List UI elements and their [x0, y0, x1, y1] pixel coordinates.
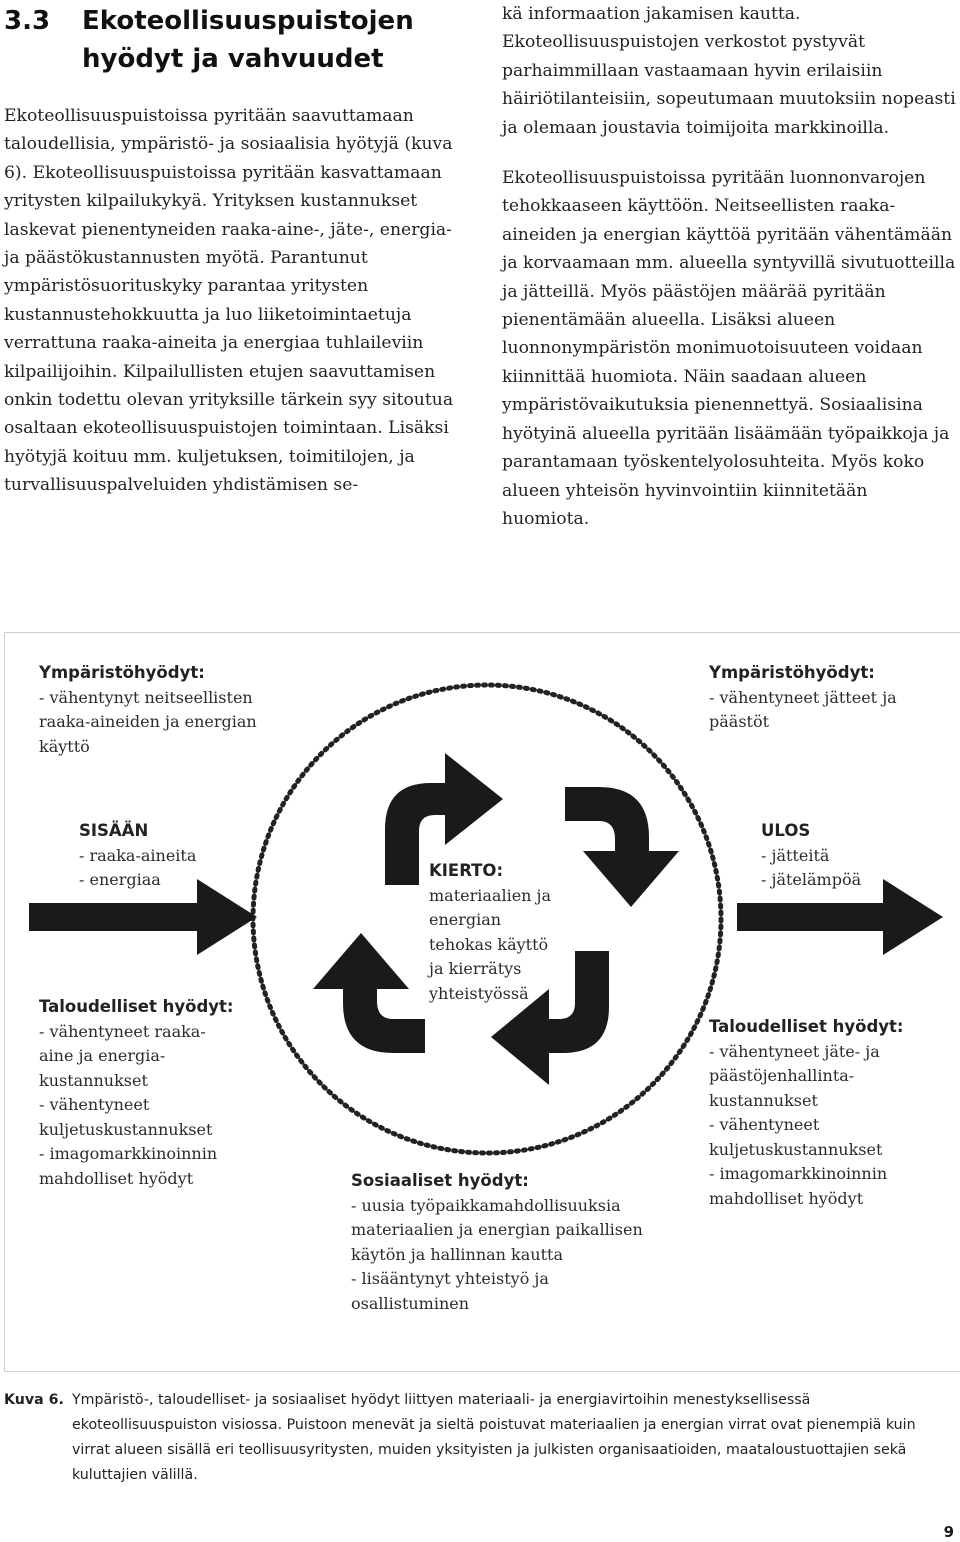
social-benefits-title: Sosiaaliset hyödyt:	[351, 1171, 529, 1190]
output-title: ULOS	[761, 821, 811, 840]
cycle-line: tehokas käyttö	[429, 934, 549, 954]
econ-benefits-right-line: - vähentyneet	[709, 1115, 820, 1134]
page-number: 9	[943, 1523, 954, 1541]
econ-benefits-right-line: - imagomarkkinoinnin	[709, 1164, 888, 1183]
econ-benefits-left-line: - imagomarkkinoinnin	[39, 1144, 218, 1163]
env-benefits-left-title: Ympäristöhyödyt:	[39, 663, 205, 682]
econ-benefits-right-line: päästöjenhallinta-	[709, 1066, 855, 1085]
caption-label: Kuva 6.	[4, 1392, 64, 1408]
env-benefits-right-title: Ympäristöhyödyt:	[709, 663, 875, 682]
cycle-line: materiaalien ja	[429, 885, 552, 905]
econ-benefits-left-line: kustannukset	[39, 1070, 148, 1090]
social-benefits-line: - uusia työpaikkamahdollisuuksia	[351, 1195, 621, 1215]
output-line: - jätteitä	[761, 845, 830, 865]
body-paragraph: Ekoteollisuuspuistoissa pyritään luonnonvarojen tehokkaaseen käyttöön. Neitseellisten raaka-aineiden ja energian käyttöä pyritään vähentämään ja korvaamaan mm. alueella syntyvillä sivutuotteilla ja jätteillä. Myös päästöjen määrää pyritään pienentämään alueella. Lisäksi alueen luonnonympäristön monimuotoisuuteen voidaan kiinnittää huomiota. Näin saadaan alueen ympäristövaikutuksia pienennettyä. Sosiaalisina hyötyinä alueella pyritään lisäämään työpaikkoja ja parantamaan työskentelyolosuhteita. Myös koko alueen yhteisön hyvinvointiin kiinnitetään huomiota.	[502, 168, 956, 529]
econ-benefits-left-line: kuljetuskustannukset	[39, 1119, 213, 1139]
cycle-arrow-bottom-left	[313, 933, 425, 1053]
cycle-line: ja kierrätys	[429, 959, 522, 978]
caption-text: Ympäristö-, taloudelliset- ja sosiaaliset hyödyt liittyen materiaali- ja energiavirtoihin menestyksellisessä ekoteollisuuspuiston visiossa. Puistoon menevät ja sieltä poistuvat materiaalien ja energian virrat ovat pienempiä kuin virrat alueen sisällä eri teollisuusyritysten, muiden yksityisten ja julkisten organisaatioiden, maataloustuottajien sekä kuluttajien välillä.	[72, 1392, 916, 1483]
econ-benefits-left-line: - vähentyneet raaka-	[39, 1021, 206, 1041]
econ-benefits-left	[39, 995, 269, 1191]
body-paragraph: kä informaation jakamisen kautta. Ekoteollisuuspuistojen verkostot pystyvät parhaimmillaan vastaamaan hyvin erilaisiin häiriötilanteisiin, sopeutumaan muutoksiin nopeasti ja olemaan joustavia toimijoita markkinoilla.	[502, 4, 956, 138]
section-title: Ekoteollisuuspuistojen hyödyt ja vahvuudet	[82, 6, 414, 74]
input-line: - raaka-aineita	[79, 845, 197, 865]
econ-benefits-left-line: mahdolliset hyödyt	[39, 1168, 194, 1188]
body-paragraph: Ekoteollisuuspuistoissa pyritään saavuttamaan taloudellisia, ympäristö- ja sosiaalisia hyötyjä (kuva 6). Ekoteollisuuspuistoissa pyritään kasvattamaan yritysten kilpailukykyä. Yrityksen kustannukset laskevat pienentyneiden raaka-aine-, jäte-, energia- ja päästökustannusten myötä. Parantunut ympäristösuorituskyky parantaa yritysten kustannustehokkuutta ja luo liiketoimintaetuja verrattuna raaka-aineita ja energiaa tuhlaileviin kilpailijoihin. Kilpailullisten etujen saavuttamisen onkin todettu olevan yrityksille tärkein syy sitoutua osaltaan ekoteollisuuspuistojen toimintaan. Lisäksi hyötyjä koituu mm. kuljetuksen, toimitilojen, ja turvallisuuspalveluiden yhdistämisen se-	[4, 106, 454, 496]
input-line: - energiaa	[79, 870, 161, 889]
env-benefits-left	[39, 661, 299, 759]
env-benefits-right-line: päästöt	[709, 712, 770, 731]
cycle-title: KIERTO:	[429, 861, 504, 880]
input-title: SISÄÄN	[79, 821, 149, 840]
econ-benefits-left-line: - vähentyneet	[39, 1095, 150, 1114]
econ-benefits-right	[709, 1015, 949, 1211]
social-benefits-line: - lisääntynyt yhteistyö ja	[351, 1269, 549, 1288]
output-block	[761, 819, 941, 893]
econ-benefits-right-line: kustannukset	[709, 1090, 818, 1110]
social-benefits-line: käytön ja hallinnan kautta	[351, 1244, 563, 1264]
econ-benefits-right-line: mahdolliset hyödyt	[709, 1188, 864, 1208]
section-number: 3.3	[4, 6, 51, 36]
env-benefits-left-line: käyttö	[39, 736, 90, 756]
output-line: - jätelämpöä	[761, 870, 862, 889]
benefits-diagram	[4, 632, 960, 1372]
social-benefits	[351, 1169, 681, 1316]
input-block	[79, 819, 279, 893]
env-benefits-left-line: raaka-aineiden ja energian	[39, 712, 257, 731]
right-text-column	[502, 0, 956, 533]
left-text-column	[4, 102, 456, 500]
cycle-line: energian	[429, 910, 502, 929]
econ-benefits-right-line: kuljetuskustannukset	[709, 1139, 883, 1159]
env-benefits-left-line: - vähentynyt neitseellisten	[39, 687, 253, 707]
env-benefits-right-line: - vähentyneet jätteet ja	[709, 687, 897, 707]
cycle-center-block	[429, 859, 609, 1006]
env-benefits-right	[709, 661, 949, 735]
social-benefits-line: materiaalien ja energian paikallisen	[351, 1220, 643, 1239]
econ-benefits-left-line: aine ja energia-	[39, 1046, 166, 1065]
econ-benefits-left-title: Taloudelliset hyödyt:	[39, 997, 234, 1016]
econ-benefits-right-title: Taloudelliset hyödyt:	[709, 1017, 904, 1036]
cycle-line: yhteistyössä	[429, 983, 529, 1003]
social-benefits-line: osallistuminen	[351, 1293, 470, 1313]
figure-caption	[4, 1388, 956, 1483]
econ-benefits-right-line: - vähentyneet jäte- ja	[709, 1041, 880, 1061]
